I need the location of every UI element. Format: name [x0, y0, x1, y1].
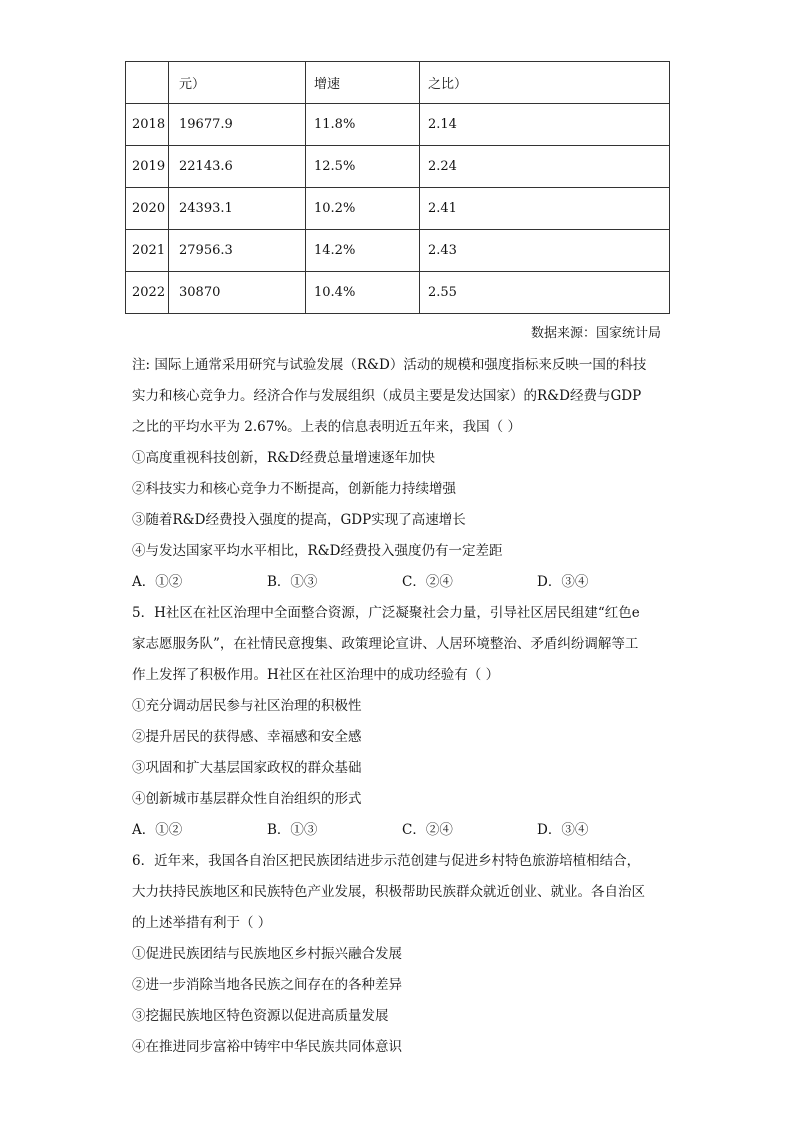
table-row: [126, 146, 670, 188]
note-line: 实力和核心竞争力。经济合作与发展组织（成员主要是发达国家）的R&D经费与GDP: [132, 388, 642, 404]
table-cell: 22143.6: [169, 146, 306, 188]
statement-item: ②进一步消除当地各民族之间存在的各种差异: [132, 977, 402, 993]
question-stem-line: 的上述举措有利于（ ）: [132, 915, 272, 931]
table-cell: 12.5%: [306, 146, 420, 188]
option-c: C．②④: [402, 822, 453, 838]
table-cell: 19677.9: [169, 104, 306, 146]
table-cell: 30870: [169, 272, 306, 314]
answer-options: [132, 567, 672, 598]
table-cell: 2.41: [420, 188, 670, 230]
table-cell: 24393.1: [169, 188, 306, 230]
table-header-row: [126, 62, 670, 104]
table-row: [126, 230, 670, 272]
question-content: [132, 350, 672, 1063]
table-cell: [126, 62, 169, 104]
table-cell: 2019: [126, 146, 169, 188]
table-cell: 27956.3: [169, 230, 306, 272]
option-c: C．②④: [402, 574, 453, 590]
table-cell: 元）: [169, 62, 306, 104]
table-cell: 之比）: [420, 62, 670, 104]
option-d: D．③④: [537, 822, 589, 838]
table-cell: 2018: [126, 104, 169, 146]
option-b: B．①③: [267, 574, 318, 590]
table-cell: 2020: [126, 188, 169, 230]
table-cell: 2.55: [420, 272, 670, 314]
table-row: [126, 272, 670, 314]
statement-item: ②提升居民的获得感、幸福感和安全感: [132, 729, 362, 745]
statement-item: ④与发达国家平均水平相比，R&D经费投入强度仍有一定差距: [132, 543, 503, 559]
statement-item: ①高度重视科技创新，R&D经费总量增速逐年加快: [132, 450, 436, 466]
table-cell: 2021: [126, 230, 169, 272]
answer-options: [132, 815, 672, 846]
table-cell: 11.8%: [306, 104, 420, 146]
table-cell: 10.4%: [306, 272, 420, 314]
table-cell: 增速: [306, 62, 420, 104]
note-line: 注: 国际上通常采用研究与试验发展（R&D）活动的规模和强度指标来反映一国的科技: [132, 357, 647, 373]
statement-item: ③随着R&D经费投入强度的提高，GDP实现了高速增长: [132, 512, 466, 528]
statement-item: ②科技实力和核心竞争力不断提高，创新能力持续增强: [132, 481, 456, 497]
table-cell: 2.43: [420, 230, 670, 272]
option-b: B．①③: [267, 822, 318, 838]
question-stem-line: 作上发挥了积极作用。H社区在社区治理中的成功经验有（ ）: [132, 667, 500, 683]
option-a: A．①②: [132, 822, 183, 838]
statement-item: ④在推进同步富裕中铸牢中华民族共同体意识: [132, 1039, 402, 1055]
table-row: [126, 188, 670, 230]
table-row: [126, 104, 670, 146]
statement-item: ③挖掘民族地区特色资源以促进高质量发展: [132, 1008, 389, 1024]
question-stem-line: 6．近年来，我国各自治区把民族团结进步示范创建与促进乡村特色旅游培植相结合，: [132, 853, 641, 869]
question-stem-line: 家志愿服务队”，在社情民意搜集、政策理论宣讲、人居环境整治、矛盾纠纷调解等工: [132, 636, 639, 652]
data-source-caption: 数据来源：国家统计局: [530, 326, 661, 341]
statement-item: ③巩固和扩大基层国家政权的群众基础: [132, 760, 362, 776]
table-cell: 2.24: [420, 146, 670, 188]
question-stem-line: 5．H社区在社区治理中全面整合资源，广泛凝聚社会力量，引导社区居民组建“红色e: [132, 605, 640, 621]
rd-data-table: [125, 61, 670, 314]
question-stem-line: 大力扶持民族地区和民族特色产业发展，积极帮助民族群众就近创业、就业。各自治区: [132, 884, 645, 900]
statement-item: ①促进民族团结与民族地区乡村振兴融合发展: [132, 946, 402, 962]
table-cell: 2022: [126, 272, 169, 314]
table-cell: 14.2%: [306, 230, 420, 272]
table-cell: 2.14: [420, 104, 670, 146]
option-a: A．①②: [132, 574, 183, 590]
table-cell: 10.2%: [306, 188, 420, 230]
statement-item: ④创新城市基层群众性自治组织的形式: [132, 791, 362, 807]
option-d: D．③④: [537, 574, 589, 590]
statement-item: ①充分调动居民参与社区治理的积极性: [132, 698, 362, 714]
note-line: 之比的平均水平为 2.67%。上表的信息表明近五年来，我国（ ）: [132, 419, 521, 435]
